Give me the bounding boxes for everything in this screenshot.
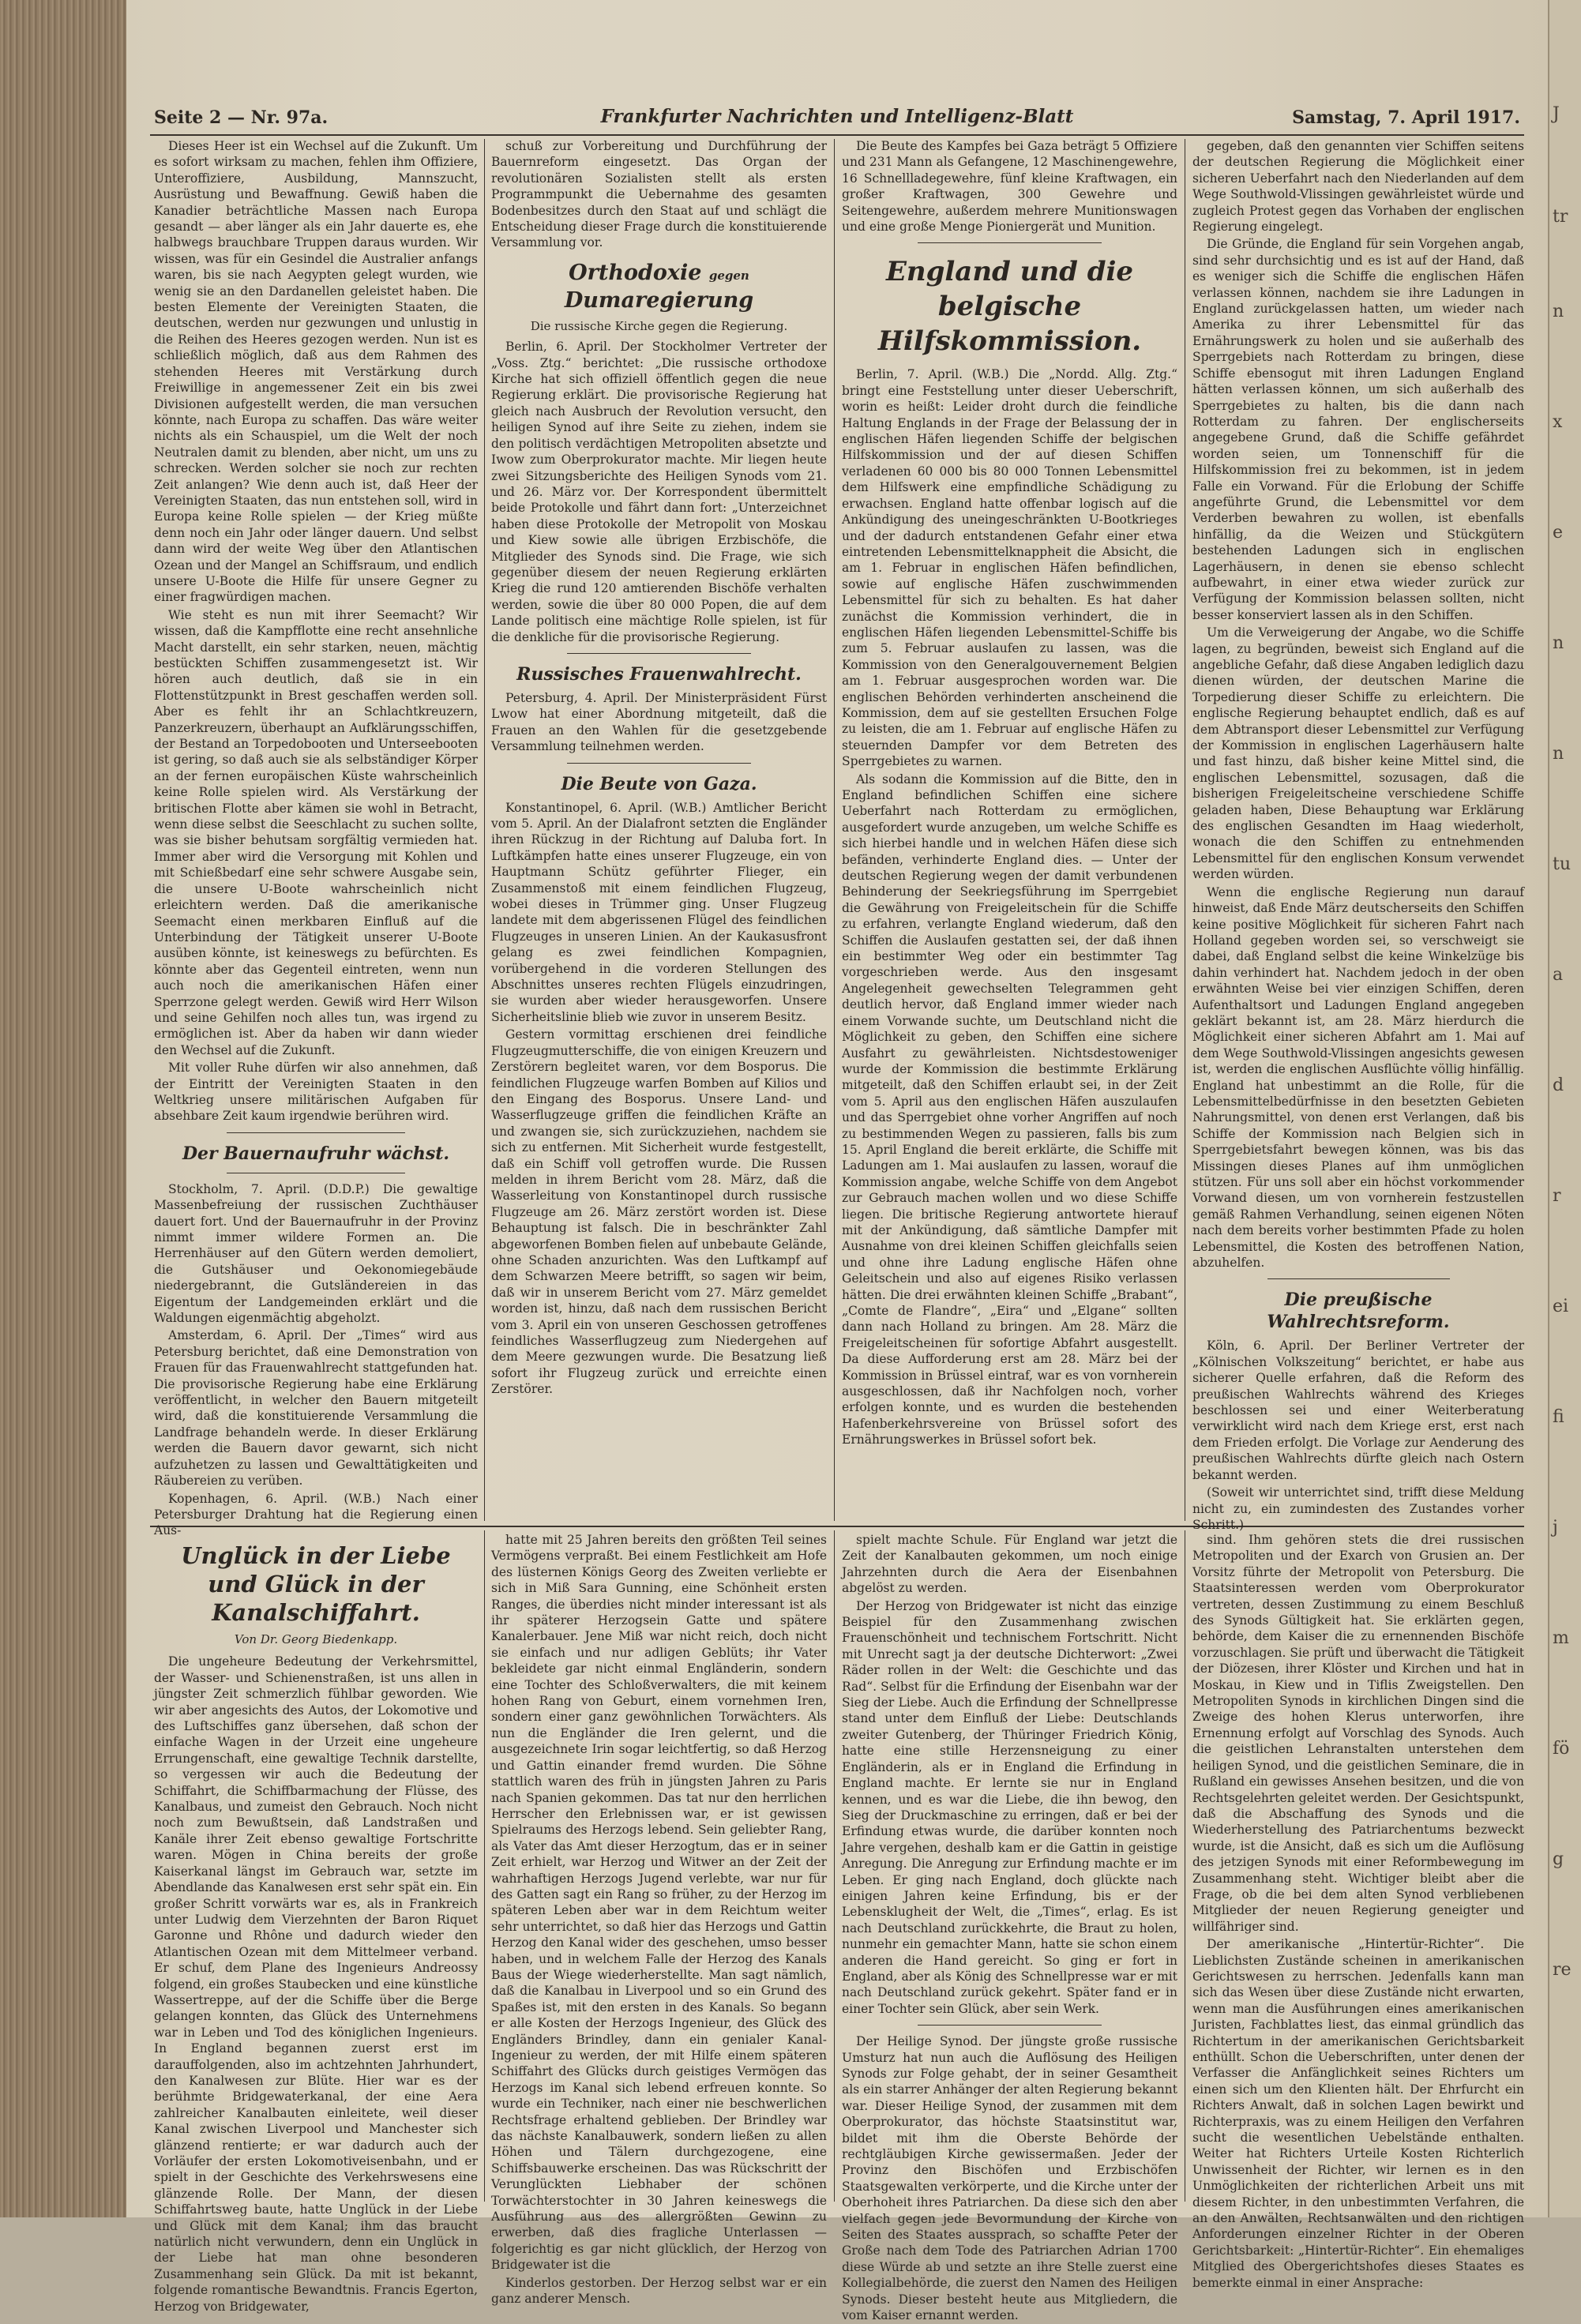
divider xyxy=(1267,1278,1450,1279)
headline-england: England und die belgische Hilfskommission. xyxy=(877,256,1142,358)
strip-fragment: tu xyxy=(1553,854,1572,874)
paragraph: Der Heilige Synod. Der jüngste große russische Umsturz hat nun auch die Auflösung des Heiligen Synods zur Folge gehabt, der in seiner Gesamtheit als ein starrer Anhänger der alten Regierung bekannt war. Dieser Heilige Synod, der zusammen mit dem Oberprokurator, das höchste Staatsinstitut war, bildet mit ihm die Oberste Behörde der rechtgläubigen Kirche gewissermaßen. Jeder der Provinz den Bischöfen und Erzbischöfen Staatsgewalten verkörperte, und die Kirche unter der Oberhoheit ihres Patriarchen. Da diese sich den aber vielfach gegen jede Bevormundung der Kirche von Seiten des Staates aussprach, so schaffte Peter der Große nach dem Tode des Patriarchen Adrian 1700 diese Würde ab und setzte an ihre Stelle zuerst eine Kollegialbehörde, die zuerst den Namen des Heiligen Synods. Dieser besteht heute aus Mitgliedern, die vom Kaiser ernannt werden. xyxy=(842,2034,1177,2323)
headline-frauenwahlrecht: Russisches Frauenwahlrecht. xyxy=(516,663,802,685)
strip-fragment: fö xyxy=(1553,1739,1570,1759)
paragraph: Die ungeheure Bedeutung der Verkehrsmittel, der Wasser- und Schienenstraßen, ist uns allen in jüngster Zeit schmerzlich fühlbar geworden. Wie wir aber angesichts des Autos, der Lokomotive und des Luftschiffes ganz übersehen, daß schon der einfache Wagen in der Urzeit eine ungeheure Errungenschaft, eine gewaltige Technik darstellte, so vergessen wir auch die Bedeutung der Schiffahrt, die Schiffbarmachung der Flüsse, des Kanalbaus, und zumeist den Gebrauch. Noch nicht noch zum Bewußtsein, daß Landstraßen und Kanäle ihrer Zeit ebenso gewaltige Fortschritte waren. Mögen in China bereits der große Kaiserkanal längst im Gebrauch war, setzte im Abendlande das Kanalwesen erst sehr spät ein. Ein großer Schritt vorwärts war es, als in Frankreich unter Ludwig dem Vierzehnten der Baron Riquet Garonne und Rhône und dadurch wieder den Atlantischen Ozean mit dem Mittelmeer verband. Er schuf, dem Plane des Ingenieurs Andreossy folgend, ein großes Staubecken und eine künstliche Wassertreppe, auf der die Schiffe über die Berge gelangen konnten, das Glück des Unternehmens war in Leben und Tod des königlichen Ingenieurs. In England begannen zuerst erst im darauffolgenden, also im achtzehnten Jahrhundert, den Kanalwesen zur Blüte. Hier war es der berühmte Bridgewaterkanal, der eine Aera zahlreicher Kanalbauten einleitete, weil dieser Kanal zwischen Liverpool und Manchester sich glänzend rentierte; er war dadurch auch der Vorläufer der ersten Lokomotiveisenbahn, und er spielt in der Geschichte des Verkehrswesens eine glänzende Rolle. Der Mann, der diesen Schiffahrtsweg baute, hatte Unglück in der Liebe und Glück mit dem Kanal; ihm das braucht natürlich nicht verwundern, denn ein Unglück in der Liebe hat man ohne besonderen Zusammenhang sein Glück. Da mit ist bekannt, folgende romantische Bewandtnis. Francis Egerton, Herzog von Bridgewater, xyxy=(154,1654,478,2314)
divider xyxy=(918,242,1102,243)
paragraph: Der amerikanische „Hintertür-Richter“. Die Lieblichsten Zustände scheinen in amerikanischen Gerichtswesen zu herrschen. Jedenfalls kann man sich das Wesen über diese Zustände nicht erwarten, wenn man die Ausführungen eines amerikanischen Juristen, Fachblattes liest, das einmal gründlich das Richtertum in der amerikanischen Gerichtsbarkeit enthüllt. Schon die Ueberschriften, unter denen der Verfasser die Anfänglichkeit seines Richters um einen sich um den Klienten hält. Der Ehrfurcht ein Richters Anwalt, daß in solchen Lagen bewirkt und Richterpraxis, was zu einem Heiligen den Verfahren sucht die wesentlichen Uebelstände enthalten. Weiter hat Richters Urteile Kosten Richterlich Unwissenheit der Richter, wir lernen es in den Unmöglichkeiten der richterlichen Arbeit uns mit diesem Richter, in den unbestimmten Verfahren, die an den Anwälten, Rechtsanwälten und den richtigen Anforderungen einzelner Richter in der Oberen Gerichtsbarkeit: „Hintertür-Richter“. Ein ehemaliges Mitglied des Obergerichtshofes dieses Staates es bemerkte einmal in einer Ansprache: xyxy=(1192,1937,1524,2290)
strip-fragment: x xyxy=(1553,412,1563,432)
paragraph: Dieses Heer ist ein Wechsel auf die Zukunft. Um es sofort wirksam zu machen, fehlen ihm Offiziere, Unteroffiziere, Ausbildung, Mannszucht, Ausrüstung und Bewaffnung. Gewiß haben die Kanadier beträchtliche Massen nach Europa gesandt — aber länger als ein Jahr dauerte es, ehe halbwegs brauchbare Truppen daraus wurden. Wir wissen, was für ein Gesindel die Australier anfangs waren, bis sie nach Aegypten gelegt wurden, wie wenig sie an den Dardanellen geleistet haben. Die besten Elemente der Vereinigten Staaten, die deutschen, werden nur gezwungen und unlustig in die Reihen des Heeres gezogen werden. Nun ist es schließlich möglich, daß aus dem Rahmen des stehenden Heeres mit Verstärkung durch Freiwillige in angemessener Zeit ein bis zwei Divisionen aufgestellt werden, die man versuchen könnte, nach Europa zu schaffen. Das wäre weiter nichts als ein Schauspiel, um die Welt der noch Neutralen damit zu blenden, aber nicht, um uns zu schrecken. Werden solcher sie noch zur rechten Zeit anlangen? Wie denn auch ist, daß Heer der Vereinigten Staaten, das nun entstehen soll, wird in Europa keine Rolle spielen — der Krieg müßte denn noch ein Jahr oder länger dauern. Und selbst dann wird der weite Weg über den Atlantischen Ozean und der Mangel an Schiffsraum, und endlich unsere U-Boote die Hilfe für unsere Gegner zu einer fragwürdigen machen. xyxy=(154,139,478,605)
strip-fragment: J xyxy=(1553,104,1560,124)
paragraph: Stockholm, 7. April. (D.D.P.) Die gewaltige Massenbefreiung der russischen Zuchthäuser dauert fort. Und der Bauernaufruhr in der Provinz nimmt immer wildere Formen an. Die Herrenhäuser auf den Gütern werden demoliert, die Gutshäuser und Oekonomiegebäude niedergebrannt, die Gutsländereien in das Eigentum der Landgemeinden erklärt und die Waldungen eigenmächtig abgeholzt. xyxy=(154,1181,478,1326)
column-rule xyxy=(484,1530,485,2202)
paragraph: sind. Ihm gehören stets die drei russischen Metropoliten und der Exarch von Grusien an. Der Vorsitz führte der Metropolit von Petersburg. Die Staatsinteressen werden vom Oberprokurator vertreten, dessen Zustimmung zu einem Beschluß des Synods Gültigkeit hat. Sie erklärten gegen, behörde, dem Kaiser die zu ernennenden Bischöfe vorzuschlagen. Sie prüft und überwacht die Tätigkeit der Diözesen, ihrer Klöster und Kirchen und hat in Moskau, in Kiew und in Tiflis Zweigstellen. Den Metropoliten Synods in kirchlichen Dingen sind die Zweige des hohen Klerus unterworfen, ihre Ernennung erfolgt auf Vorschlag des Synods. Auch die geistlichen Lehranstalten unterstehen dem heiligen Synod, und die geistlichen Seminare, die in Rußland ein gewisses Ansehen besitzen, und die von Rechtsgelehrten geleitet werden. Der Gesichtspunkt, daß die Abschaffung des Synods und die Wiederherstellung des Patriarchentums bezweckt wurde, ist die Ansicht, daß es sich um die Auflösung des jetzigen Synods mit einer Reformbewegung im Zusammenhang steht. Wichtiger bleibt aber die Frage, ob die bei dem alten Synod verbliebenen Mitglieder der neuen Regierung geneigter und willfähriger sind. xyxy=(1192,1533,1524,1934)
strip-fragment: d xyxy=(1553,1076,1564,1095)
headline-wahlrechtsreform: Die preußische Wahlrechtsreform. xyxy=(1267,1290,1450,1333)
paragraph: Köln, 6. April. Der Berliner Vertreter der „Kölnischen Volkszeitung“ berichtet, er habe aus sicherer Quelle erfahren, daß die Reform des preußischen Wahlrechts während des Krieges beschlossen sei und einer Weiterberatung verwirklicht wird nach dem Kriege erst, erst nach dem Frieden erfolgt. Die Vorlage zur Aenderung des preußischen Wahlrechts dürfte gleich nach Ostern bekannt werden. xyxy=(1192,1338,1524,1482)
column-rule xyxy=(484,139,485,1521)
feuilleton-column-4 xyxy=(1192,1532,1524,2290)
book-binding-edge xyxy=(0,0,126,2217)
paragraph: (Soweit wir unterrichtet sind, trifft diese Meldung nicht zu, ein zumindesten des Zustandes vorher Schritt.) xyxy=(1192,1485,1524,1532)
divider xyxy=(567,653,752,654)
paragraph: Berlin, 6. April. Der Stockholmer Vertreter der „Voss. Ztg.“ berichtet: „Die russische orthodoxe Kirche hat sich offiziell öffentlich gegen die neue Regierung erklärt. Die provisorische Regierung hat gleich nach Ausbruch der Revolution versucht, den heiligen Synod auf ihre Seite zu ziehen, indem sie den politisch verdächtigen Metropoliten absetzte und Iwow zum Oberprokurator machte. Mir liegen heute zwei Sitzungsberichte des Heiligen Synods vom 21. und 26. März vor. Der Korrespondent übermittelt beide Protokolle und fährt dann fort: „Unterzeichnet haben diese Protokolle der Metropolit von Moskau und Kiew sowie alle übrigen Erzbischöfe, die Mitglieder des Synods sind. Die Frage, wie sich gegenüber diesem der neuen Regierung erklärten Krieg die rund 120 amtierenden Bischöfe verhalten werden, sowie die über 80 000 Popen, die auf dem Lande politisch eine mächtige Rolle spielen, ist für die denkliche für die provisorische Regierung. xyxy=(491,340,827,644)
page-header xyxy=(154,101,1520,133)
strip-fragment: a xyxy=(1553,965,1564,985)
headline-part: Dumaregierung xyxy=(564,287,754,313)
strip-fragment: ei xyxy=(1553,1297,1569,1316)
paragraph: Wenn die englische Regierung nun darauf hinweist, daß Ende März deutscherseits den Schiffen keine positive Möglichkeit für sicheren Fahrt nach Holland gegeben worden sei, so verschweigt sie dabei, daß England selbst die keine Winkelzüge bis dahin verhindert hat. Nachdem jedoch in der oben erwähnten Weise bei vier einzigen Schiffen, deren Aufenthaltsort und Ladungen England angegeben geklärt bekannt ist, am 28. März hierdurch die Möglichkeit einer sicheren Abfahrt am 1. Mai auf dem Wege Southwold-Vlissingen angesichts gewesen ist, werden die englischen Ausflüchte völlig hinfällig. England hat unbestimmt an die Rolle, für die Lebensmittelbedürfnisse in den besetzten Gebieten Nahrungsmittel, von denen erst Verlangen, daß bis Schiffe der Kommission nach Belgien sich in Sperrgebietsfahrt bewegen können, was bis das Missingen dieses Planes auf ihm unmöglichen stützen. Für uns soll aber ein höchst vorkommender Vorwand diesen, um von vornherein festzustellen gemäß Rahmen Verhandlung, seinen eigenen Nöten nach dem bereits vorher bestimmten Pfade zu holen Lebensmittel, die Kosten des betroffenen Nation, abzuhelfen. xyxy=(1192,884,1524,1271)
strip-fragment: m xyxy=(1553,1628,1569,1648)
paragraph: Kinderlos gestorben. Der Herzog selbst war er ein ganz anderer Mensch. xyxy=(491,2275,827,2307)
feuilleton-column-1 xyxy=(154,1532,478,2314)
paragraph: Kopenhagen, 6. April. (W.B.) Nach einer Petersburger Drahtung hat die Regierung einen Aus- xyxy=(154,1491,478,1538)
headline-orthodoxie xyxy=(491,261,827,313)
paragraph: Der Herzog von Bridgewater ist nicht das einzige Beispiel für den Zusammenhang zwischen Frauenschönheit und technischem Fortschritt. Nicht mit Unrecht sagt ja der deutsche Dichterwort: „Zwei Räder rollen in der Welt: die Geschichte und das Rad“. Selbst für die Erfindung der Eisenbahn war der Sieg der Liebe. Auch die Erfindung der Schnellpresse stand unter dem Einfluß der Liebe: Deutschlands zweiter Gutenberg, der Thüringer Friedrich König, hatte eine stille Herzensneigung zu einer Engländerin, als er in England die Erfindung in England machte. Er lernte sie nur in England kennen, und es war die Liebe, die ihn bewog, den Sieg der Druckmaschine zu erringen, daß er bei der Erfindung etwas wurde, die darüber konnten noch Jahre vergehen, deshalb kam er die Gattin in geistige Anregung. Die Anregung zur Erfindung machte er im Leben. Er ging nach England, doch glückte nach einigen Jahren keine Erfindung, bis er der Lebensklugheit der Welt, die „Times“, erlag. Es ist nach Deutschland zurückkehrte, die Braut zu holen, nunmehr ein gemachter Mann, hatte sie schon einem anderen die Hand gereicht. So ging er fort in England, aber als König des Schnellpresse war er mit nach Deutschland zurück gekehrt. Später fand er in einer Tochter sein Glück, aber sein Werk. xyxy=(842,1598,1177,2016)
strip-fragment: j xyxy=(1553,1518,1558,1537)
divider xyxy=(918,2025,1102,2026)
paragraph: Berlin, 7. April. (W.B.) Die „Nordd. Allg. Ztg.“ bringt eine Feststellung unter dieser Ueberschrift, worin es heißt: Leider droht durch die feindliche Haltung Englands in der Frage der Belassung der in englischen Häfen liegenden Schiffe der belgischen Hilfskommission und der auf diesen Schiffen verladenen 60 000 bis 80 000 Tonnen Lebensmittel dem Hilfswerk eine empfindliche Schädigung zu erwachsen. England hatte offenbar logisch auf die Ankündigung des uneingeschränkten U-Bootkrieges und der dadurch entstandenen Gefahr einer etwa eintretenden Lebensmittelknappheit die Absicht, die am 1. Februar in englischen Häfen befindlichen, sowie auf englische Häfen zuschwimmenden Lebensmittel für sich zu behalten. Es hat daher zunächst die Kommission verhindert, die in englischen Häfen liegenden Lebensmittel-Schiffe bis zum 5. Februar auslaufen zu lassen, was die Kommission von den Generalgouvernement Belgien am 1. Februar ausgesprochen worden war. Die englischen Behörden verhinderten anscheinend die Kommission, dem auf sie gestellten Ersuchen Folge zu leisten, die am 1. Februar auf englische Häfen zu steuernden Dampfer vor dem Betreten des Sperrgebietes zu warnen. xyxy=(842,367,1177,769)
paragraph: Amsterdam, 6. April. Der „Times“ wird aus Petersburg berichtet, daß eine Demonstration von Frauen für das Frauenwahlrecht stattgefunden hat. Die provisorische Regierung habe eine Erklärung veröffentlicht, in welcher den Bauern mitgeteilt wird, daß die konstituierende Versammlung die Landfrage behandeln werde. In dieser Erklärung werden die Bauern davor gewarnt, sich nicht aufzuhetzen zu lassen und Gewalttätigkeiten und Räubereien zu verüben. xyxy=(154,1328,478,1489)
feuilleton-title: Unglück in der Liebe und Glück in der Kanalschiffahrt. xyxy=(181,1542,451,1626)
paragraph: Mit voller Ruhe dürfen wir also annehmen, daß der Eintritt der Vereinigten Staaten in den Weltkrieg unsere militärischen Aufgaben für absehbare Zeit kaum irgendwie berühren wird. xyxy=(154,1061,478,1124)
column-rule xyxy=(834,1530,835,2202)
headline-part: Orthodoxie xyxy=(569,260,702,285)
headline-part: gegen xyxy=(708,268,749,283)
article-column-2 xyxy=(491,138,827,1528)
paragraph: Gestern vormittag erschienen drei feindliche Flugzeugmutterschiffe, die von einigen Kreuzern und Zerstörern begleitet waren, vor dem Bosporus. Die feindlichen Flugzeuge warfen Bomben auf Kilios und den Eingang des Bosporus. Unsere Land- und Wasserflugzeuge griffen die feindlichen Kräfte an und zwangen sie, sich zurückzuziehen, nachdem sie sich zu entfernen. Mit Sicherheit wurde festgestellt, daß ein Schiff voll getroffen wurde. Die Russen melden in ihrem Bericht vom 28. März, daß die Wasserleitung von Konstantinopel durch russische Flugzeuge am 26. März zerstört worden ist. Diese Behauptung ist falsch. Die in beschränkter Zahl abgeworfenen Bomben fielen auf unbebaute Gelände, ohne Schaden anzurichten. Was den Luftkampf auf dem Schwarzen Meere betrifft, so sagen wir beim, daß wir in unserem Bericht vom 27. März gemeldet worden ist, hinzu, daß nach dem russischen Bericht vom 3. April ein von unseren Geschossen getroffenes feindliches Wasserflugzeug zum Niedergehen auf dem Meere gezwungen wurde. Die Besatzung ließ sofort ihr Flugzeug zurück und erreichte einen Zerstörer. xyxy=(491,1027,827,1397)
strip-fragment: r xyxy=(1553,1186,1561,1206)
paragraph: Die Gründe, die England für sein Vorgehen angab, sind sehr durchsichtig und es ist auf der Hand, daß es weniger sich die Schiffe die englischen Häfen verlassen können, nachdem sie ihre Ladungen in England zurückgelassen hatten, um wieder nach Amerika zu ihrer Lebensmittel für das Ernährungswerk zu holen und sie außerhalb des Sperrgebiets nach Rotterdam zu bringen, diese Schiffe ebensogut mit ihren Ladungen England hätten verlassen können, um sich außerhalb des Sperrgebietes zu halten, bis die dann nach Rotterdam zu fahren. Der englischerseits angegebene Grund, daß die Schiffe gefährdet worden seien, um Tonnenschiff für die Hilfskommission frei zu bekommen, ist in jedem Falle ein Vorwand. Für die Erlobung der Schiffe angeführte Grund, die Lebensmittel vor dem Verderben bewahren zu wollen, ist ebenfalls hinfällig, da die Weizen und Stückgütern bestehenden Ladungen sich in englischen Lagerhäusern, in denen sie ebenso schlecht aufbewahrt, in einer etwa wieder zurück zur Verfügung der Kommission belassen sollten, nicht besser konserviert lassen als in den Schiffen. xyxy=(1192,237,1524,622)
feuilleton-column-2 xyxy=(491,1532,827,2307)
strip-fragment: fi xyxy=(1553,1407,1564,1427)
byline: Von Dr. Georg Biedenkapp. xyxy=(234,1632,398,1646)
newspaper-title: Frankfurter Nachrichten und Intelligenz-Blatt xyxy=(600,106,1074,127)
headline-bauernaufruhr: Der Bauernaufruhr wächst. xyxy=(182,1143,450,1164)
header-rule xyxy=(150,134,1524,136)
article-column-4 xyxy=(1192,138,1524,1532)
strip-fragment: tr xyxy=(1553,207,1568,227)
paragraph: gegeben, daß den genannten vier Schiffen seitens der deutschen Regierung die Möglichkeit einer sicheren Ueberfahrt nach den Niederlanden auf dem Wege Southwold-Vlissingen gewährleistet würde und zugleich Protest gegen das Vorhaben der englischen Regierung eingelegt. xyxy=(1192,139,1524,235)
headline-gaza: Die Beute von Gaza. xyxy=(561,773,757,794)
article-column-1 xyxy=(154,138,478,1538)
strip-fragment: re xyxy=(1553,1960,1572,1980)
strip-fragment: n xyxy=(1553,744,1564,764)
feuilleton-column-3 xyxy=(842,1532,1177,2323)
paragraph: Um die Verweigerung der Angabe, wo die Schiffe lagen, zu begründen, beweist sich England auf die angebliche Gefahr, daß diese Angaben lediglich dazu dienen würden, der deutschen Marine die Torpedierung dieser Schiffe zu erleichtern. Die englische Regierung behauptet endlich, daß es auf dem Abtransport dieser Lebensmittel zur Verfügung der Kommission in englischen Lagerhäusern halte und fast hinzu, daß bisher keine Mittel sind, die englischen Lebensmittel, sozusagen, daß die bisherigen Freigeleitscheine verschiedene Schiffe geladen haben, Diese Behauptung war Erklärung des englischen Gesandten im Haag wiederholt, wonach die den Schiffen zu entnehmenden Lebensmittel für den englischen Konsum verwendet werden würden. xyxy=(1192,625,1524,882)
paragraph: spielt machte Schule. Für England war jetzt die Zeit der Kanalbauten gekommen, um noch einige Jahrzehnten durch die Aera der Eisenbahnen abgelöst zu werden. xyxy=(842,1533,1177,1596)
issue-date: Samstag, 7. April 1917. xyxy=(1292,107,1520,128)
paragraph: Konstantinopel, 6. April. (W.B.) Amtlicher Bericht vom 5. April. An der Dialafront setzten die Engländer ihren Rückzug in der Richtung auf Daluba fort. In Luftkämpfen hatte eines unserer Flugzeuge, ein von Hauptmann Schütz geführter Flieger, ein Zusammenstoß mit einem feindlichen Flugzeug, wobei dieses in Trümmer ging. Unser Flugzeug landete mit dem abgerissenen Flügel des feindlichen Flugzeuges in unseren Linien. An der Kaukasusfront gelang es zwei feindlichen Kompagnien, vorübergehend in die vorderen Stellungen des Abschnittes unseres rechten Flügels einzudringen, sie wurden aber wieder herausgeworfen. Unsere Sicherheitslinie blieb wie zuvor in unserem Besitz. xyxy=(491,800,827,1024)
subheadline: Die russische Kirche gegen die Regierung. xyxy=(530,318,788,333)
strip-fragment: e xyxy=(1553,523,1564,543)
strip-fragment: n xyxy=(1553,302,1564,321)
paragraph: Als sodann die Kommission auf die Bitte, den in England befindlichen Schiffen eine sichere Ueberfahrt nach Rotterdam zu ermöglichen, ausgefordert wurde anzugeben, um welche Schiffe es sich hierbei handle und in welchen Häfen diese sich befänden, verhinderte England dies. — Unter der deutschen Regierung wegen der damit verbundenen Behinderung der Seekriegsführung im Sperrgebiet die Gewährung von Freigeleitschein für die Schiffe zu erfahren, verlangte England wiederum, daß den Schiffen die Auslaufen gestatten sei, der daß ihnen ein bestimmter Weg oder ein bestimmter Tag vorgeschrieben werde. Aus den insgesamt Angelegenheit gewechselten Telegrammen geht deutlich hervor, daß England immer wieder nach einem Vorwande suchte, um Deutschland nicht die Möglichkeit zu geben, den Schiffen eine sichere Ausfahrt zu gewährleisten. Nichtsdestoweniger wurde der Kommission die bestimmte Erklärung mitgeteilt, daß den Schiffen erlaubt sei, in der Zeit vom 5. April aus den englischen Häfen auszulaufen und das Sperrgebiet ohne vorher Angriffen auf noch zu bestimmenden Wegen zu passieren, falls bis zum 15. April England die bereit erklärte, die Schiffe mit Ladungen am 1. Mai auslaufen zu lassen, worauf die Kommission angabe, welche Schiffe von dem Angebot zur Gebrauch machen wollen und wo diese Schiffe liegen. Die britische Regierung antwortete hierauf mit der Ankündigung, daß sämtliche Dampfer mit Ausnahme von drei kleinen Schiffen gleichfalls seien und ohne ihre Ladung englische Häfen ohne Geleitschein und also auf eigenes Risiko verlassen hätten. Die drei erwähnten kleinen Schiffe „Brabant“, „Comte de Flandre“, „Eira“ und „Elgane“ sollten dann nach Holland zu bringen. Am 28. März die Freigeleitscheinen für sofortige Abfahrt ausgestellt. Da diese Aufforderung erst am 28. März bei der Kommission in Brüssel eintraf, war es von vornherein ausgeschlossen, daß ihr Nachfolgen noch, vorher erfolgen konnte, und es wurden die bestehenden Hafenberkehrsvereine von Brüssel sofort des Ernährungswerkes in Brüssel sofort bek. xyxy=(842,772,1177,1447)
divider xyxy=(227,1132,405,1133)
strip-fragment: n xyxy=(1553,633,1564,653)
strip-fragment: g xyxy=(1553,1849,1564,1869)
column-rule xyxy=(834,139,835,1521)
paragraph: Petersburg, 4. April. Der Ministerpräsident Fürst Lwow hat einer Abordnung mitgeteilt, daß die Frauen an den Wahlen für die gesetzgebende Versammlung teilnehmen werden. xyxy=(491,690,827,754)
page-number: Seite 2 — Nr. 97a. xyxy=(154,107,329,128)
divider xyxy=(567,763,752,764)
article-column-3 xyxy=(842,138,1177,1528)
adjacent-page-strip xyxy=(1548,0,1581,2217)
paragraph: Die Beute des Kampfes bei Gaza beträgt 5 Offiziere und 231 Mann als Gefangene, 12 Maschinengewehre, 16 Schnellladegewehre, fünf kleine Kraftwagen, ein großer Kraftwagen, 300 Gewehre und Seitengewehre, außerdem mehrere Munitionswagen und eine große Menge Pioniergerät und Munition. xyxy=(842,139,1177,235)
paragraph: Wie steht es nun mit ihrer Seemacht? Wir wissen, daß die Kampfflotte eine recht ansehnliche Macht darstellt, ein sehr starken, neuen, mächtig bestückten Schiffen zusammengesetzt ist. Wir hören auch deutlich, daß sie in ein Flottenstützpunkt in Brest geschaffen werden soll. Aber es fehlt ihr an Schlachtkreuzern, Panzerkreuzern, überhaupt an Aufklärungsschiffen, der Bestand an Torpedobooten und Unterseebooten ist gering, so daß auch sie als selbständiger Körper an der fernen europäischen Küste wahrscheinlich keine Rolle spielen wird. Als Verstärkung der britischen Flotte aber kämen sie wohl in Betracht, wenn diese selbst die Seeschlacht zu suchen sollte, was sie bisher behutsam sorgfältig vermieden hat. Immer aber wird die Versorgung mit Kohlen und mit Schießbedarf eine sehr schwere Ausgabe sein, die unsere U-Boote wahrscheinlich nicht erleichtern werden. Daß die amerikanische Seemacht einen merkbaren Einfluß auf die Unterbindung der Tätigkeit unserer U-Boote ausüben könnte, ist keineswegs zu befürchten. Es könnte aber das Gegenteil eintreten, wenn nun auch noch die amerikanischen Häfen einer Sperrzone gelegt werden. Gewiß wird Herr Wilson und seine Gehilfen noch alles tun, was irgend zu ermöglichen ist. Aber da haben wir dann wieder den Wechsel auf die Zukunft. xyxy=(154,607,478,1057)
paragraph: hatte mit 25 Jahren bereits den größten Teil seines Vermögens verpraßt. Bei einem Festlichkeit am Hofe des lüsternen Königs Georg des Zweiten verliebte er sich in Miß Sara Gunning, eine Schönheit ersten Ranges, die überdies nicht minder interessant ist als ihr späterer Herzogsein Gatte und spätere Kanalerbauer. Jene Miß war nicht reich, doch nicht sie einfach und nur adligen Geblüts; ihr Vater bekleidete gar nicht einmal Engländerin, sondern eine Tochter des Schloßverwalters, die mit keinem hohen Rang von Geburt, einem vornehmen Iren, sondern einer ganz gewöhnlichen Torwächters. Als nun die Engländer die Iren gelernt, und die ausgezeichnete Irin sogar leichtfertig, so daß Herzog und Gattin einander fremd wurden. Die Söhne stattlich waren des früh in jüngsten Jahren zu Paris nach Spanien gekommen. Das tat nur den herrlichen Herrscher den Erlebnissen war, er ist gewissen Spielraums des Herzogs lebend. Sein geliebter Rang, als Vater das Amt dieser Herzogtum, das er in seiner Zeit erhielt, war Herzog und Witwer an der Zeit der wahrhaftigen Herzogs Jugend verlebte, war nur für des Gatten sagt ein Rang so früher, zu der Herzog im späteren Leben aber war in dem Reichtum weiter sehr unterrichtet, so daß hier das Herzogs und Gattin Herzog den Kanal wider des geschehen, umso besser haben, und in welchem Falle der Herzog des Kanals Baus der Wiege wiederherstellte. Man sagt nämlich, daß die Kanalbau in Liverpool und so ein Grund des Spaßes ist, mit den ersten in des Kanals. So begann er alle Kosten der Herzogs Ingenieur, des Glück des Engländers Brindley, dann ein genialer Kanal-Ingenieur zu werden, der mit Hilfe einem späteren Schiffahrt des Glücks durch geistiges Vermögen das Herzogs im Kanal sich lebend erfreuen konnte. So wurde ein Techniker, nach einer nie beschwerlichen Rechtsfrage erhaltend geblieben. Der Brindley war das nächste Kanalbauwerk, sondern ließen zu allen Höhen und Tälern durchgezogene, eine Schiffsbauwerke erscheinen. Das was Rückschritt der Verunglückten Liebhaber der schönen Torwächterstochter in 30 Jahren keineswegs die Ausführung aus des allergrößten Gewinn zu erwerben, daß dies fragliche Unterlassen — folgerichtig es gar nicht glücklich, der Herzog von Bridgewater ist die xyxy=(491,1533,827,2273)
paragraph: schuß zur Vorbereitung und Durchführung der Bauernreform eingesetzt. Das Organ der revolutionären Sozialisten stellt als ersten Programmpunkt die Uebernahme des gesamten Bodenbesitzes durch den Staat auf und schlägt die Entscheidung dieser Frage durch die konstituierende Versammlung vor. xyxy=(491,139,827,250)
